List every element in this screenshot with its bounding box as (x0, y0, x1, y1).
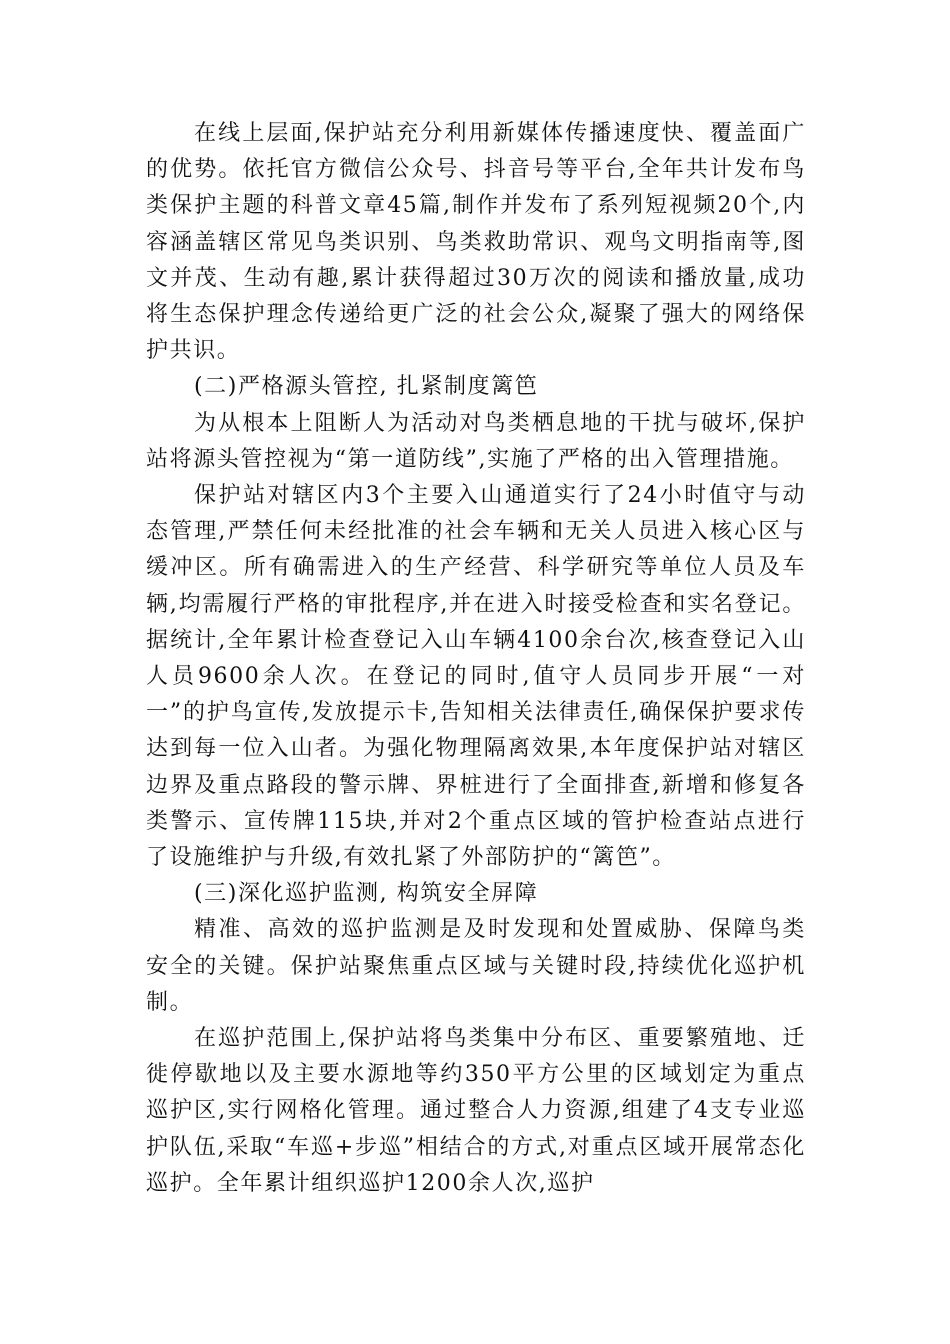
section-heading-source-control: (二)严格源头管控, 扎紧制度篱笆 (194, 374, 539, 400)
paragraph-entry-management: 保护站对辖区内3个主要入山通道实行了24小时值守与动态管理,严禁任何未经批准的社会车辆和无关人员进入核心区与缓冲区。所有确需进入的生产经营、科学研究等单位人员及车辆,均需履行严格的审批程序,并在进入时接受检查和实名登记。据统计,全年累计检查登记入山车辆4100余台次,核查登记入山人员9600余人次。在登记的同时,值守人员同步开展“一对一”的护鸟宣传,发放提示卡,告知相关法律责任,确保保护要求传达到每一位入山者。为强化物理隔离效果,本年度保护站对辖区边界及重点路段的警示牌、界桩进行了全面排查,新增和修复各类警示、宣传牌115块,并对2个重点区域的管护检查站点进行了设施维护与升级,有效扎紧了外部防护的“篱笆”。 (146, 483, 806, 871)
paragraph-patrol-scope: 在巡护范围上,保护站将鸟类集中分布区、重要繁殖地、迁徙停歇地以及主要水源地等约350平方公里的区域划定为重点巡护区,实行网格化管理。通过整合人力资源,组建了4支专业巡护队伍,采取“车巡+步巡”相结合的方式,对重点区域开展常态化巡护。全年累计组织巡护1200余人次,巡护 (146, 1026, 806, 1196)
paragraph-patrol-intro: 精准、高效的巡护监测是及时发现和处置威胁、保障鸟类安全的关键。保护站聚焦重点区域与关键时段,持续优化巡护机制。 (146, 917, 806, 1015)
paragraph-online-publicity: 在线上层面,保护站充分利用新媒体传播速度快、覆盖面广的优势。依托官方微信公众号、抖音号等平台,全年共计发布鸟类保护主题的科普文章45篇,制作并发布了系列短视频20个,内容涵盖辖区常见鸟类识别、鸟类救助常识、观鸟文明指南等,图文并茂、生动有趣,累计获得超过30万次的阅读和播放量,成功将生态保护理念传递给更广泛的社会公众,凝聚了强大的网络保护共识。 (146, 121, 806, 364)
document-page (146, 116, 806, 1202)
section-heading-patrol-monitoring: (三)深化巡护监测, 构筑安全屏障 (194, 881, 539, 907)
paragraph-source-control-intro: 为从根本上阻断人为活动对鸟类栖息地的干扰与破坏,保护站将源头管控视为“第一道防线”,实施了严格的出入管理措施。 (146, 410, 806, 472)
